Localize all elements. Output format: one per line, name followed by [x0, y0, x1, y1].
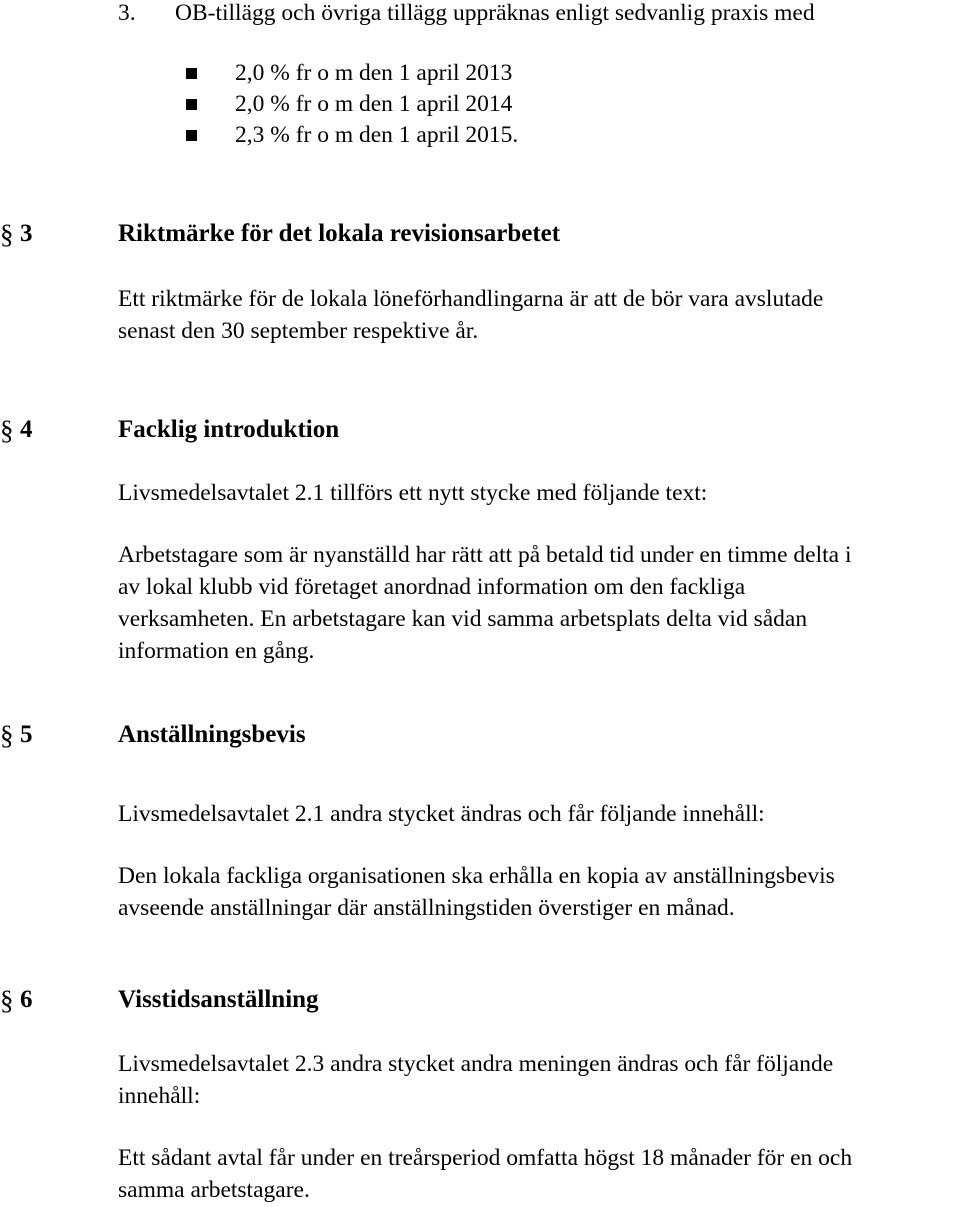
- paragraph-line: Livsmedelsavtalet 2.3 andra stycket andra meningen ändras och får följande: [118, 1051, 834, 1077]
- square-bullet-icon: [186, 68, 197, 79]
- paragraph-line: avseende anställningar där anställningstiden överstiger en månad.: [118, 895, 735, 921]
- paragraph-line: innehåll:: [118, 1083, 201, 1109]
- bullet-item: 2,0 % fr o m den 1 april 2013: [235, 60, 513, 86]
- section-title: Anställningsbevis: [118, 721, 306, 748]
- paragraph-line: samma arbetstagare.: [118, 1177, 310, 1203]
- section-number: 5: [20, 721, 33, 748]
- square-bullet-icon: [186, 99, 197, 110]
- paragraph-line: verksamheten. En arbetstagare kan vid samma arbetsplats delta vid sådan: [118, 606, 808, 632]
- section-number: 4: [20, 416, 33, 443]
- section-number: 3: [20, 220, 33, 247]
- section-symbol: §: [0, 720, 14, 750]
- list-item-text: OB-tillägg och övriga tillägg uppräknas enligt sedvanlig praxis med: [175, 0, 815, 26]
- paragraph-line: Ett riktmärke för de lokala löneförhandlingarna är att de bör vara avslutade: [118, 286, 824, 312]
- paragraph-line: av lokal klubb vid företaget anordnad information om den fackliga: [118, 574, 746, 600]
- paragraph-line: Den lokala fackliga organisationen ska erhålla en kopia av anställningsbevis: [118, 863, 835, 889]
- section-title: Riktmärke för det lokala revisionsarbetet: [118, 220, 561, 247]
- bullet-item: 2,0 % fr o m den 1 april 2014: [235, 91, 513, 117]
- paragraph-line: Livsmedelsavtalet 2.1 tillförs ett nytt stycke med följande text:: [118, 480, 708, 506]
- section-symbol: §: [0, 415, 14, 445]
- paragraph-line: Ett sådant avtal får under en treårsperiod omfatta högst 18 månader för en och: [118, 1145, 853, 1171]
- section-title: Facklig introduktion: [118, 416, 340, 443]
- paragraph-line: senast den 30 september respektive år.: [118, 318, 479, 344]
- paragraph-line: Livsmedelsavtalet 2.1 andra stycket ändras och får följande innehåll:: [118, 801, 765, 827]
- section-title: Visstidsanställning: [118, 986, 319, 1013]
- section-symbol: §: [0, 219, 14, 249]
- square-bullet-icon: [186, 130, 197, 141]
- paragraph-line: information en gång.: [118, 638, 315, 664]
- list-item-number: 3.: [118, 0, 136, 26]
- paragraph-line: Arbetstagare som är nyanställd har rätt att på betald tid under en timme delta i: [118, 542, 852, 568]
- section-symbol: §: [0, 985, 14, 1015]
- section-number: 6: [20, 986, 33, 1013]
- bullet-item: 2,3 % fr o m den 1 april 2015.: [235, 122, 519, 148]
